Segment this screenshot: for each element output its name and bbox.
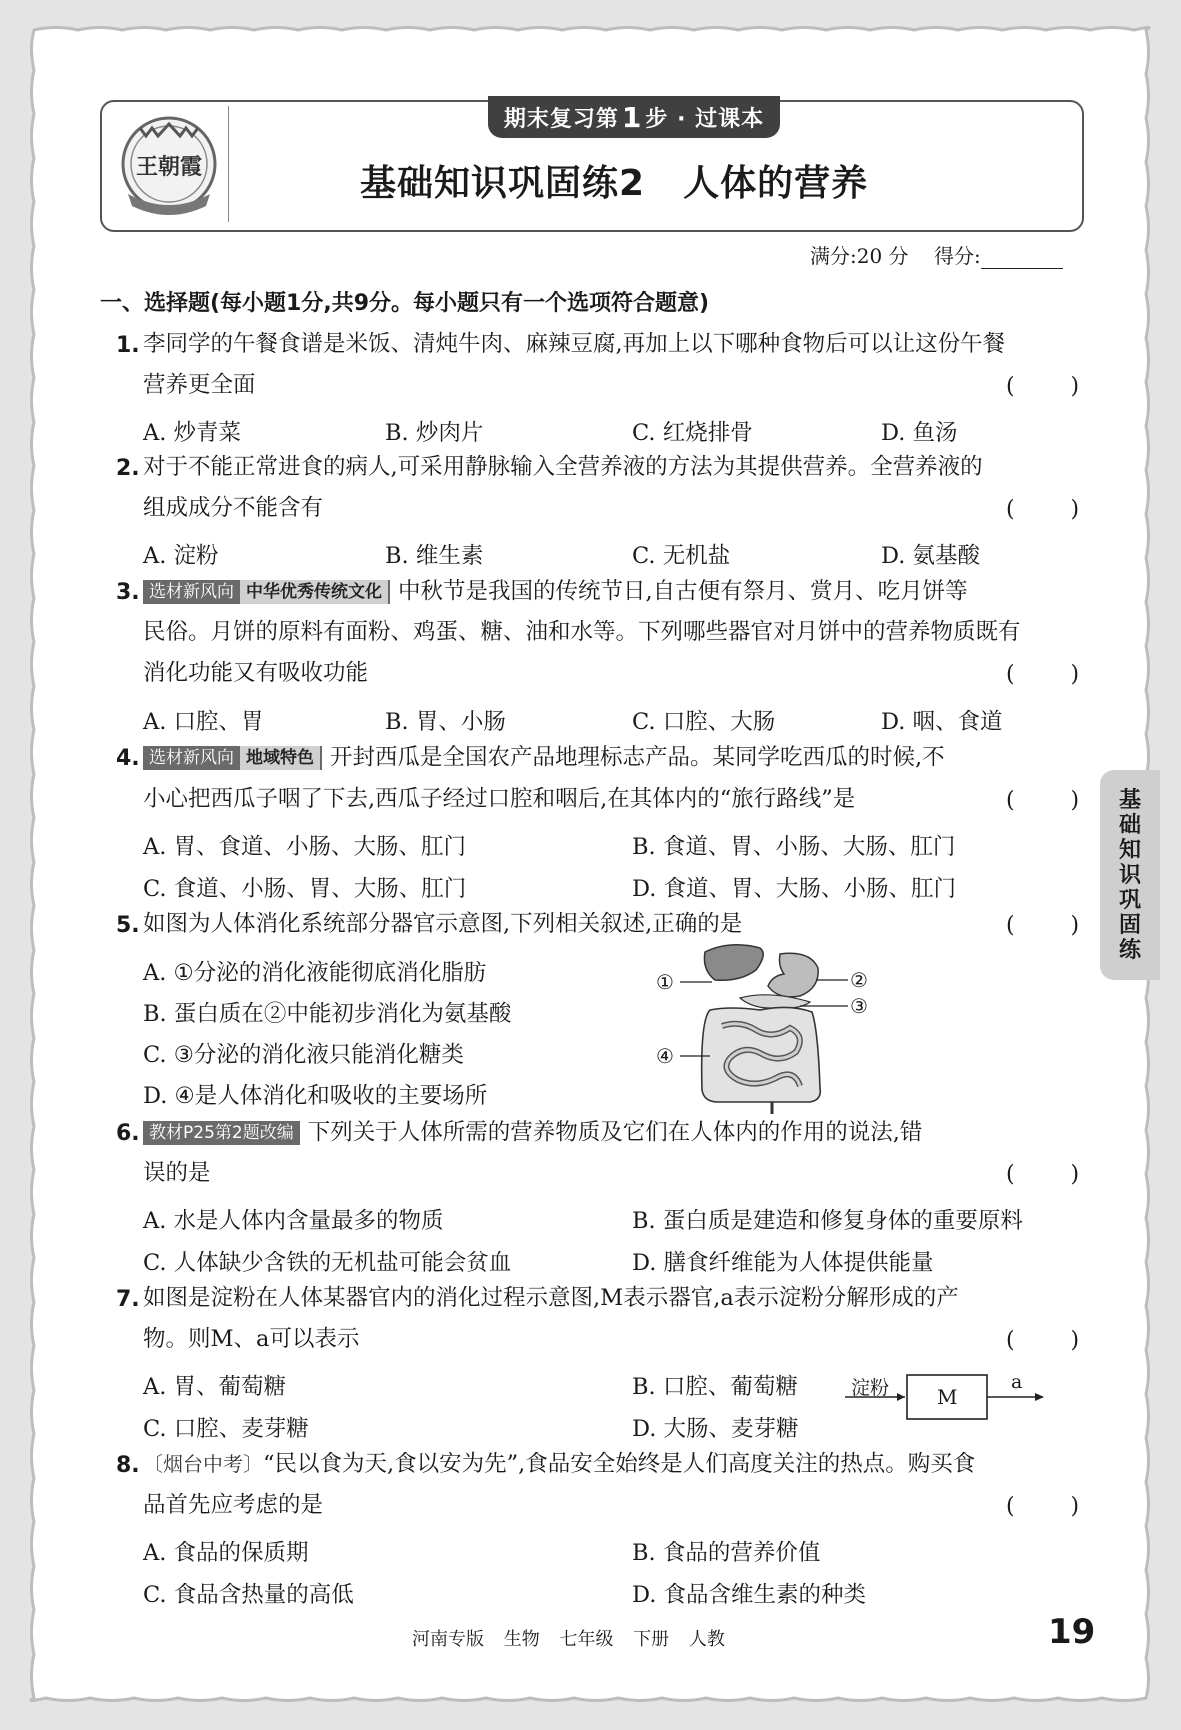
tag-label: 教材P25第2题改编 — [143, 1121, 300, 1145]
option-d[interactable]: D. 咽、食道 — [881, 709, 1003, 735]
question-text: 民俗。月饼的原料有面粉、鸡蛋、糖、油和水等。下列哪些器官对月饼中的营养物质既有 — [143, 619, 1021, 645]
tag-label: 选材新风向 — [143, 746, 240, 770]
step-prefix: 期末复习第 — [503, 106, 619, 132]
step-number: 1 — [621, 100, 643, 134]
diagram-label-3: ③ — [850, 994, 868, 1018]
question-text — [143, 1121, 922, 1145]
option-a[interactable]: A. 口腔、胃 — [143, 709, 264, 735]
option-d[interactable]: D. 膳食纤维能为人体提供能量 — [632, 1250, 934, 1276]
source-tag — [143, 746, 322, 770]
question-number: 1. — [116, 333, 140, 358]
question-text-line: 开封西瓜是全国农产品地理标志产品。某同学吃西瓜的时候,不 — [330, 744, 945, 771]
option-b[interactable]: B. 蛋白质是建造和修复身体的重要原料 — [632, 1208, 1023, 1234]
answer-paren[interactable]: ( ) — [1006, 1162, 1080, 1187]
question-text: 如图为人体消化系统部分器官示意图,下列相关叙述,正确的是 — [143, 911, 743, 937]
diagram-label-2: ② — [850, 968, 868, 992]
source-tag — [143, 580, 390, 604]
logo-separator — [228, 106, 229, 222]
question-text: 李同学的午餐食谱是米饭、清炖牛肉、麻辣豆腐,再加上以下哪种食物后可以让这份午餐 — [143, 331, 1006, 357]
side-tab-char: 练 — [1118, 937, 1141, 963]
diagram-label-1: ① — [656, 970, 674, 994]
page-title — [360, 150, 930, 210]
step-tab — [488, 96, 780, 138]
title-part2: 人体的营养 — [683, 162, 869, 204]
side-tab-char: 固 — [1118, 912, 1141, 938]
question-number: 5. — [116, 913, 140, 938]
option-c[interactable]: C. 红烧排骨 — [632, 420, 753, 446]
option-a[interactable]: A. 食品的保质期 — [143, 1540, 309, 1566]
option-a[interactable]: A. 胃、葡萄糖 — [143, 1374, 287, 1400]
question-number: 8. — [116, 1453, 140, 1478]
logo-text: 王朝霞 — [135, 154, 203, 180]
question-number: 6. — [116, 1121, 140, 1146]
question-text: 品首先应考虑的是 — [143, 1492, 324, 1518]
tag-label: 选材新风向 — [143, 580, 240, 604]
question-text: 物。则M、a可以表示 — [143, 1326, 360, 1352]
option-c[interactable]: C. ③分泌的消化液只能消化糖类 — [143, 1042, 464, 1068]
question-number: 2. — [116, 456, 140, 481]
option-c[interactable]: C. 食品含热量的高低 — [143, 1582, 354, 1608]
option-b[interactable]: B. 炒肉片 — [385, 420, 484, 446]
question-text — [143, 580, 968, 604]
answer-paren[interactable]: ( ) — [1006, 497, 1080, 522]
side-tab[interactable] — [1100, 770, 1160, 980]
option-d[interactable]: D. 食道、胃、大肠、小肠、肛门 — [632, 876, 957, 902]
option-c[interactable]: C. 口腔、麦芽糖 — [143, 1416, 309, 1442]
title-part1: 基础知识巩固练2 — [360, 162, 646, 204]
option-c[interactable]: C. 口腔、大肠 — [632, 709, 776, 735]
option-d[interactable]: D. 食品含维生素的种类 — [632, 1582, 867, 1608]
starch-digestion-diagram — [845, 1365, 1045, 1425]
option-a[interactable]: A. 淀粉 — [143, 543, 219, 569]
side-tab-char: 识 — [1118, 862, 1141, 888]
source-label: 〔烟台中考〕 — [143, 1452, 263, 1476]
option-c[interactable]: C. 食道、小肠、胃、大肠、肛门 — [143, 876, 467, 902]
question-text-line: 下列关于人体所需的营养物质及它们在人体内的作用的说法,错 — [307, 1119, 923, 1146]
step-suffix: 步 · 过课本 — [645, 106, 765, 132]
option-b[interactable]: B. 蛋白质在②中能初步消化为氨基酸 — [143, 1001, 512, 1027]
tag-topic: 地域特色 — [240, 746, 322, 770]
tag-topic: 中华优秀传统文化 — [240, 580, 390, 604]
question-text: 对于不能正常进食的病人,可采用静脉输入全营养液的方法为其提供营养。全营养液的 — [143, 454, 983, 480]
answer-paren[interactable]: ( ) — [1006, 374, 1080, 399]
answer-paren[interactable]: ( ) — [1006, 1328, 1080, 1353]
option-b[interactable]: B. 口腔、葡萄糖 — [632, 1374, 798, 1400]
source-tag — [143, 1121, 300, 1145]
question-text: 组成成分不能含有 — [143, 495, 324, 521]
side-tab-char: 巩 — [1118, 887, 1141, 913]
answer-paren[interactable]: ( ) — [1006, 662, 1080, 687]
answer-paren[interactable]: ( ) — [1006, 788, 1080, 813]
option-c[interactable]: C. 无机盐 — [632, 543, 731, 569]
option-b[interactable]: B. 维生素 — [385, 543, 484, 569]
question-text: 消化功能又有吸收功能 — [143, 660, 369, 686]
digestive-system-diagram — [656, 940, 875, 1115]
side-tab-char: 知 — [1118, 837, 1141, 863]
question-number: 7. — [116, 1287, 140, 1312]
score-line — [810, 240, 1063, 269]
question-text: 营养更全面 — [143, 372, 256, 398]
got-score-label: 得分: — [933, 244, 981, 268]
question-text — [143, 1453, 975, 1476]
section-title: 一、选择题(每小题1分,共9分。每小题只有一个选项符合题意) — [100, 291, 710, 316]
question-text: 小心把西瓜子咽了下去,西瓜子经过口腔和咽后,在其体内的“旅行路线”是 — [143, 786, 856, 812]
diagram-input-label: 淀粉 — [851, 1377, 890, 1399]
question-text: 误的是 — [143, 1160, 211, 1186]
option-d[interactable]: D. 大肠、麦芽糖 — [632, 1416, 799, 1442]
score-blank[interactable] — [981, 248, 1063, 269]
diagram-output-label: a — [1011, 1371, 1023, 1393]
option-a[interactable]: A. 胃、食道、小肠、大肠、肛门 — [143, 834, 467, 860]
option-a[interactable]: A. ①分泌的消化液能彻底消化脂肪 — [143, 960, 487, 986]
option-b[interactable]: B. 胃、小肠 — [385, 709, 506, 735]
option-d[interactable]: D. 氨基酸 — [881, 543, 981, 569]
footer: 河南专版 生物 七年级 下册 人教 — [412, 1629, 725, 1650]
question-number: 3. — [116, 580, 140, 605]
option-d[interactable]: D. 鱼汤 — [881, 420, 958, 446]
option-b[interactable]: B. 食品的营养价值 — [632, 1540, 821, 1566]
side-tab-char: 基 — [1118, 787, 1141, 813]
answer-paren[interactable]: ( ) — [1006, 913, 1080, 938]
option-b[interactable]: B. 食道、胃、小肠、大肠、肛门 — [632, 834, 956, 860]
full-score-label: 满分:20 分 — [810, 244, 909, 268]
option-a[interactable]: A. 水是人体内含量最多的物质 — [143, 1208, 444, 1234]
question-text-line: “民以食为天,食以安为先”,食品安全始终是人们高度关注的热点。购买食 — [263, 1451, 976, 1477]
question-text-line: 中秋节是我国的传统节日,自古便有祭月、赏月、吃月饼等 — [398, 578, 968, 605]
option-c[interactable]: C. 人体缺少含铁的无机盐可能会贫血 — [143, 1250, 512, 1276]
logo — [110, 106, 228, 222]
option-a[interactable]: A. 炒青菜 — [143, 420, 242, 446]
question-number: 4. — [116, 746, 140, 771]
option-d[interactable]: D. ④是人体消化和吸收的主要场所 — [143, 1083, 488, 1109]
side-tab-char: 础 — [1118, 812, 1141, 838]
answer-paren[interactable]: ( ) — [1006, 1494, 1080, 1519]
page-number: 19 — [1048, 1612, 1096, 1652]
diagram-box-label: M — [937, 1385, 958, 1409]
diagram-label-4: ④ — [656, 1044, 674, 1068]
question-text — [143, 746, 945, 770]
question-text: 如图是淀粉在人体某器官内的消化过程示意图,M表示器官,a表示淀粉分解形成的产 — [143, 1285, 959, 1311]
